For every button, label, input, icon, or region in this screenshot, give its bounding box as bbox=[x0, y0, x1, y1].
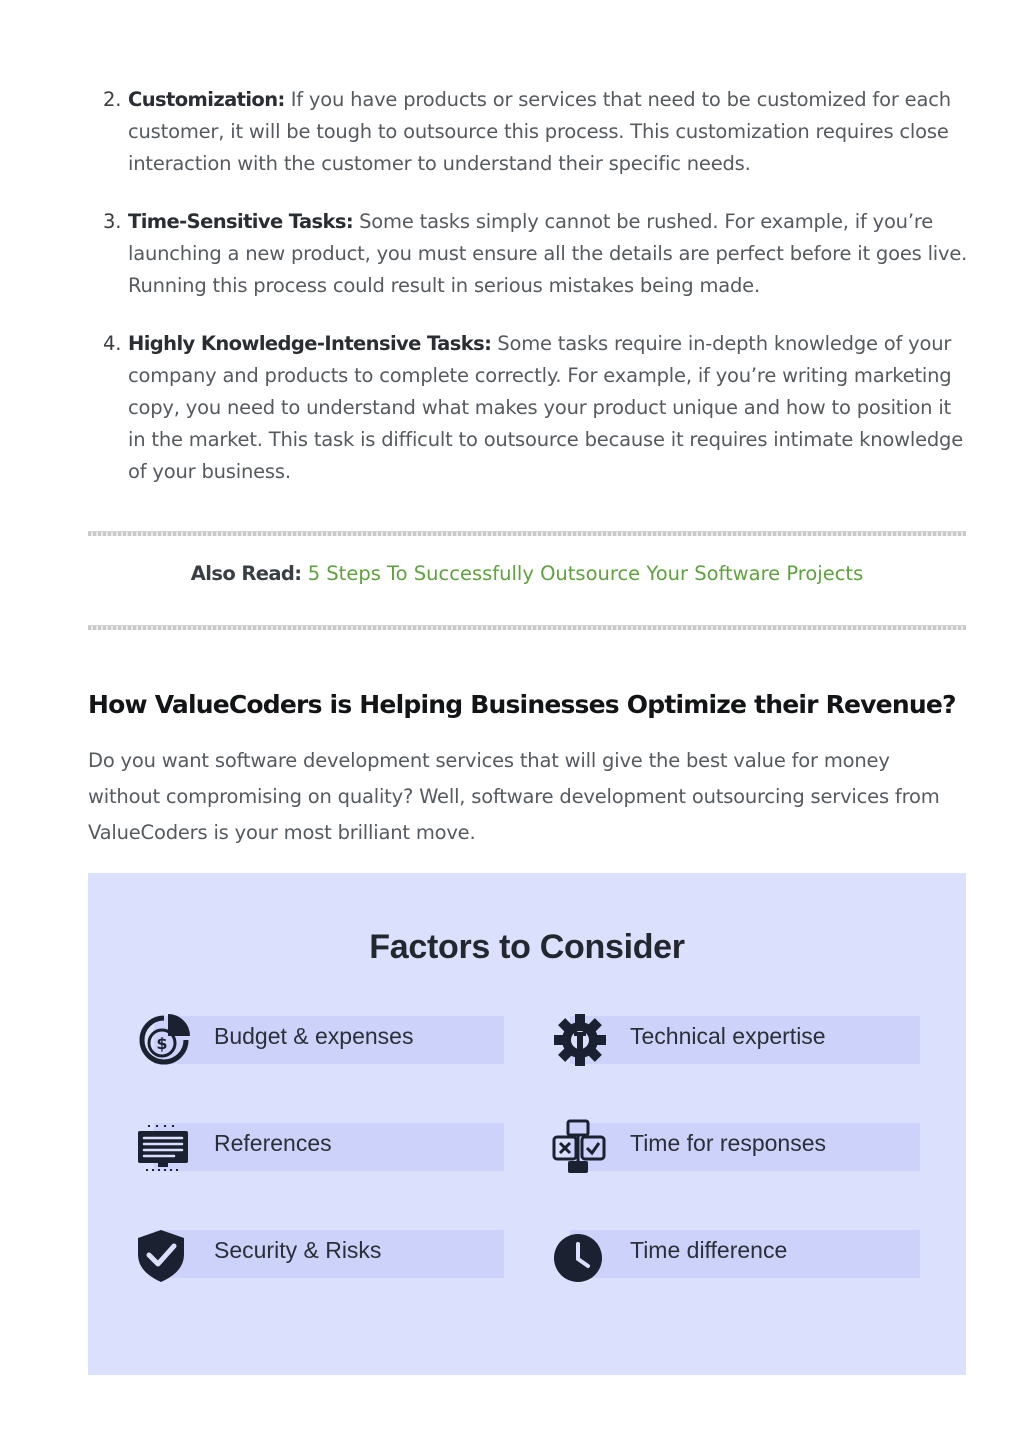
factor-label: Technical expertise bbox=[630, 1023, 826, 1049]
also-read-link[interactable]: 5 Steps To Successfully Outsource Your Software Projects bbox=[307, 562, 864, 585]
list-item bbox=[88, 206, 968, 302]
outsourcing-task-list bbox=[88, 84, 968, 514]
list-item bbox=[88, 328, 968, 488]
list-item-text: If you have products or services that need to be customized for each customer, it will be tough to outsource this process. This customization requires close interaction with the customer to understand their specific needs. bbox=[128, 88, 951, 175]
section-body: Do you want software development services that will give the best value for money without compromising on quality? Well, software development outsourcing services from ValueCoders is your most brilliant move. bbox=[88, 749, 940, 844]
also-read-label: Also Read: bbox=[190, 562, 302, 585]
factor-time-difference bbox=[550, 1224, 930, 1284]
divider-bottom bbox=[88, 625, 966, 630]
list-number: 4. bbox=[103, 332, 122, 355]
list-item-title: Highly Knowledge-Intensive Tasks: bbox=[128, 332, 492, 355]
factors-infographic bbox=[88, 873, 966, 1375]
svg-text:$: $ bbox=[156, 1034, 168, 1053]
factor-label: References bbox=[214, 1130, 332, 1156]
gear-tools-icon bbox=[550, 1010, 610, 1070]
factor-references bbox=[134, 1117, 514, 1177]
list-item bbox=[88, 84, 968, 180]
factor-label: Time difference bbox=[630, 1237, 788, 1263]
factor-label: Time for responses bbox=[630, 1130, 826, 1156]
factor-label: Security & Risks bbox=[214, 1237, 382, 1263]
infographic-title: Factors to Consider bbox=[369, 928, 685, 966]
clock-icon bbox=[550, 1224, 610, 1284]
list-item-title: Customization: bbox=[128, 88, 285, 111]
response-icon bbox=[550, 1117, 610, 1177]
factor-security bbox=[134, 1224, 514, 1284]
factor-label: Budget & expenses bbox=[214, 1023, 414, 1049]
factor-budget bbox=[134, 1010, 514, 1070]
factor-technical bbox=[550, 1010, 930, 1070]
also-read bbox=[88, 558, 966, 590]
list-item-text: Some tasks require in-depth knowledge of your company and products to complete correctly. For example, if you’re writing marketing copy, you need to understand what makes your product unique and how to position it in the market. This task is difficult to outsource because it requires intimate knowledge of your business. bbox=[128, 332, 964, 483]
list-item-title: Time-Sensitive Tasks: bbox=[128, 210, 354, 233]
section-title: How ValueCoders is Helping Businesses Optimize their Revenue? bbox=[88, 690, 956, 719]
monitor-icon bbox=[134, 1117, 194, 1177]
list-number: 3. bbox=[103, 210, 122, 233]
shield-check-icon bbox=[134, 1224, 194, 1284]
list-number: 2. bbox=[103, 88, 122, 111]
budget-icon bbox=[134, 1010, 194, 1070]
factor-responses bbox=[550, 1117, 930, 1177]
divider-top bbox=[88, 531, 966, 536]
list-item-text: Some tasks simply cannot be rushed. For example, if you’re launching a new product, you must ensure all the details are perfect before it goes live. Running this process could result in serious mistakes being made. bbox=[128, 210, 968, 297]
